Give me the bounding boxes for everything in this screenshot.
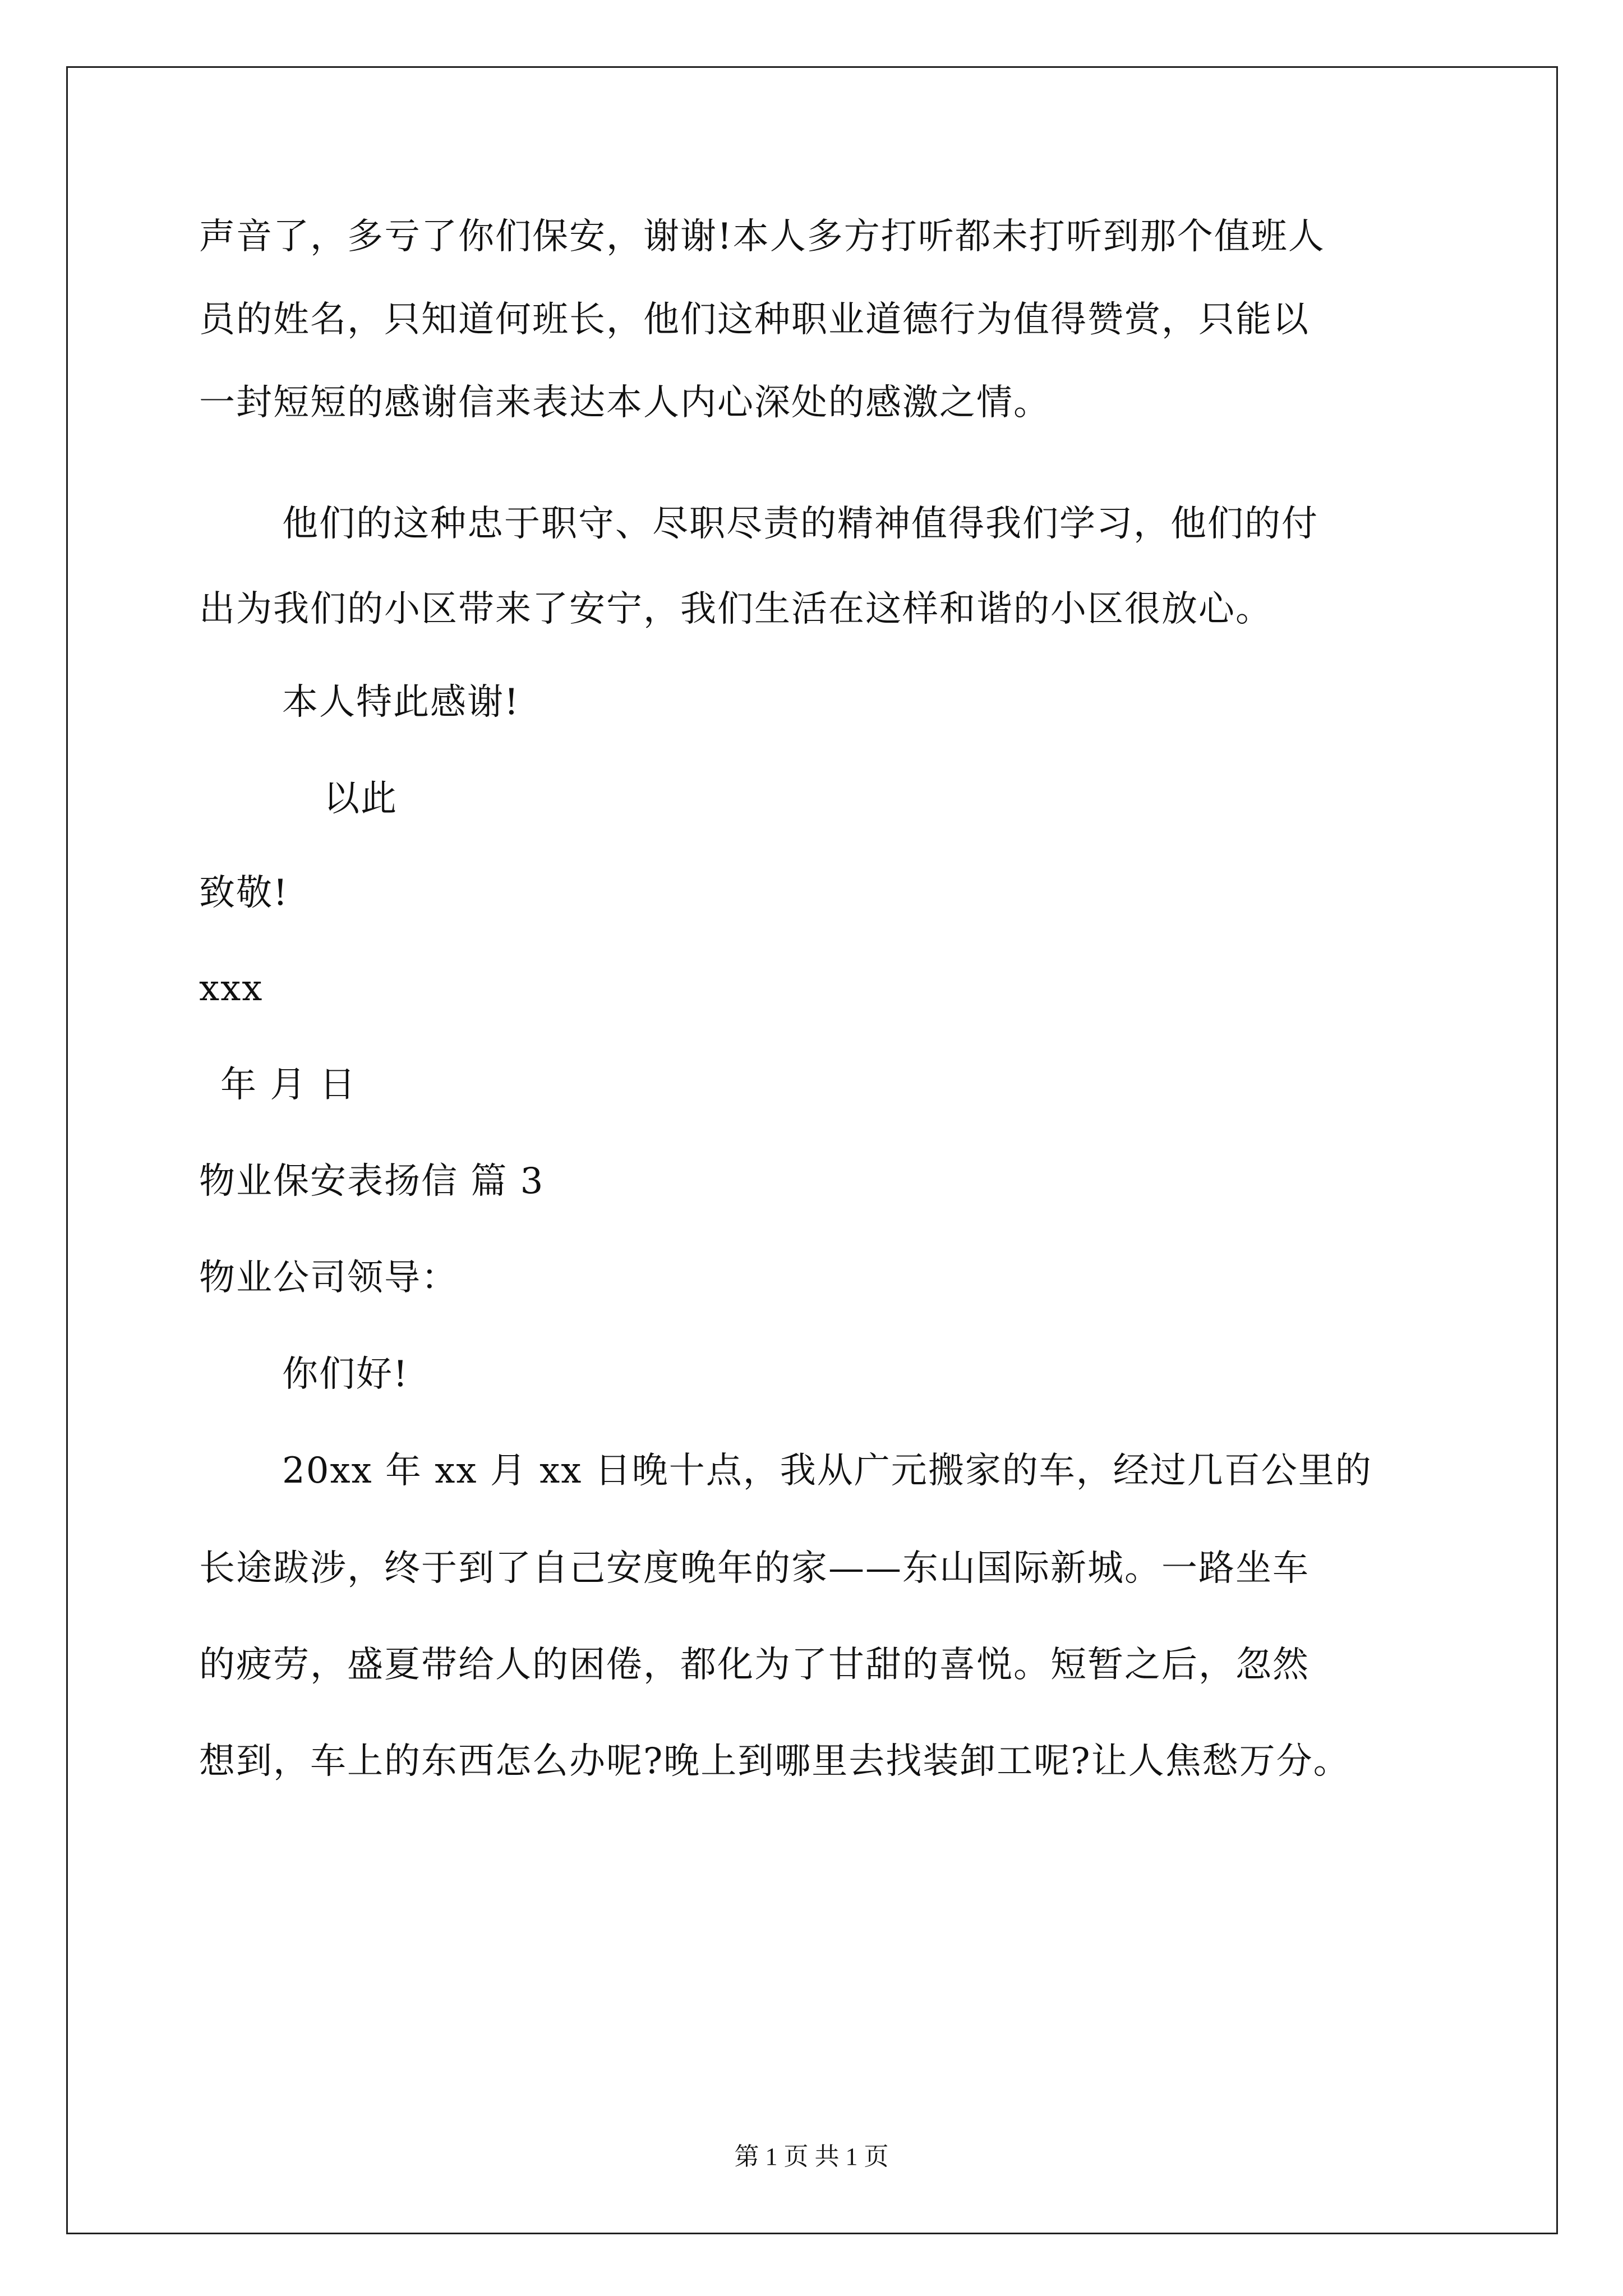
signature-name: xxx: [199, 968, 264, 1009]
signature-date: 年 月 日: [220, 1064, 357, 1106]
closing-regards: 致敬!: [199, 872, 289, 914]
page-footer: 第 1 页 共 1 页: [734, 2143, 889, 2170]
paragraph-line: 员的姓名，只知道何班长，他们这种职业道德行为值得赞赏，只能以: [199, 299, 1310, 341]
paragraph-line: 想到，车上的东西怎么办呢?晚上到哪里去找装卸工呢?让人焦愁万分。: [199, 1741, 1350, 1782]
paragraph-line: 20xx 年 xx 月 xx 日晚十点，我从广元搬家的车，经过几百公里的: [282, 1450, 1372, 1492]
letter-greeting: 你们好!: [282, 1354, 409, 1395]
paragraph-line: 一封短短的感谢信来表达本人内心深处的感激之情。: [199, 382, 1050, 424]
paragraph-line: 的疲劳，盛夏带给人的困倦，都化为了甘甜的喜悦。短暂之后，忽然: [199, 1644, 1310, 1686]
paragraph-line: 声音了，多亏了你们保安，谢谢!本人多方打听都未打听到那个值班人: [199, 216, 1325, 257]
closing-thanks: 本人特此感谢!: [282, 682, 520, 723]
paragraph-line: 出为我们的小区带来了安宁，我们生活在这样和谐的小区很放心。: [199, 588, 1272, 630]
paragraph-line: 他们的这种忠于职守、尽职尽责的精神值得我们学习，他们的付: [282, 503, 1318, 545]
closing-salutation: 以此: [324, 778, 398, 820]
paragraph-line: 长途跋涉，终于到了自己安度晚年的家——东山国际新城。一路坐车: [199, 1548, 1310, 1589]
letter-recipient: 物业公司领导：: [199, 1257, 458, 1299]
section-heading: 物业保安表扬信 篇 3: [199, 1161, 545, 1202]
